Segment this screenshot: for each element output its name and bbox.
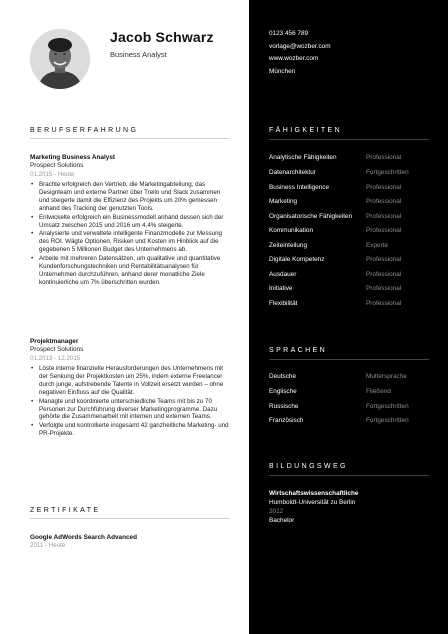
- skill-level: Professional: [366, 256, 402, 263]
- job-entry: [30, 154, 230, 288]
- section-divider: [269, 475, 429, 476]
- profile-photo: [30, 29, 90, 89]
- job-bullet: • Löste interne finanzielle Herausforderungen des Unternehmens mit der Senkung der Projektkosten um 25%, indem externe Freelancer durch junge, aufstrebende Talente in Vollzeit ersetzt wurden – ohne negativen Einfluss auf die Qualität.: [30, 365, 230, 397]
- job-company: Prospect Solutions: [30, 346, 84, 353]
- skill-name: Flexibilität: [269, 300, 298, 307]
- education-entry: [269, 489, 439, 525]
- candidate-name: Jacob Schwarz: [110, 29, 214, 45]
- skill-level: Professional: [366, 198, 402, 205]
- section-title-languages: SPRACHEN: [269, 347, 328, 354]
- skill-name: Business Intelligence: [269, 184, 330, 191]
- language-name: Französisch: [269, 417, 304, 424]
- sidebar-column: [249, 0, 448, 634]
- language-level: Fortgeschritten: [366, 403, 409, 410]
- job-company: Prospect Solutions: [30, 162, 84, 169]
- education-degree: Wirtschaftswissenschaftliche: [269, 490, 359, 497]
- job-bullet: • Verfolgte und kontrollierte insgesamt 42 ganzheitliche Marketing- und PR-Projekte.: [30, 422, 230, 438]
- section-divider: [269, 139, 429, 140]
- job-bullets: [30, 365, 230, 438]
- skill-name: Zeiteinteilung: [269, 242, 308, 249]
- language-name: Englische: [269, 388, 297, 395]
- section-divider: [30, 138, 229, 139]
- skill-level: Professional: [366, 184, 402, 191]
- language-name: Russische: [269, 403, 299, 410]
- section-title-education: BILDUNGSWEG: [269, 463, 348, 470]
- contact-city: München: [269, 67, 296, 75]
- skill-level: Professional: [366, 154, 402, 161]
- job-bullet: • Brachte erfolgreich den Vertrieb, die Marketingabteilung, das Designteam und externe Partner über Trello und Slack zusammen und steigerte damit die Effizienz des Projekts um 20% gemessen anhand des Tracking der genutzten Tools.: [30, 181, 230, 213]
- skill-level: Experte: [366, 242, 389, 249]
- certificate-entry: [30, 533, 230, 550]
- certificate-date: 2011 - Heute: [30, 542, 66, 549]
- education-level: Bachelor: [269, 517, 295, 524]
- job-bullets: [30, 181, 230, 287]
- language-name: Deutsche: [269, 373, 296, 380]
- contact-email: vorlage@wozber.com: [269, 42, 331, 50]
- section-title-experience: BERUFSERFAHRUNG: [30, 127, 139, 134]
- job-dates: 01.2015 - Heute: [30, 171, 75, 178]
- skill-level: Professional: [366, 271, 402, 278]
- skill-name: Analytische Fähigkeiten: [269, 154, 337, 161]
- certificate-name: Google AdWords Search Advanced: [30, 534, 138, 541]
- education-university: Humboldt-Universität zu Berlin: [269, 499, 356, 506]
- education-year: 2012: [269, 508, 284, 515]
- skill-name: Organisatorische Fähigkeiten: [269, 213, 353, 220]
- job-title: Projektmanager: [30, 338, 79, 345]
- job-dates: 01.2013 - 12.2015: [30, 355, 81, 362]
- job-entry: [30, 338, 230, 439]
- language-level: Fortgeschritten: [366, 417, 409, 424]
- job-bullet: • Managte und koordinierte unterschiedliche Teams mit bis zu 70 Personen zur Durchführung diverser Marketingprogramme. Dazu gehörte die Zusammenarbeit mit internen und externen Teams.: [30, 398, 230, 422]
- avatar-portrait-image: [30, 29, 90, 89]
- skill-name: Initiative: [269, 285, 293, 292]
- job-bullet: • Arbeite mit mehreren Datensätzen, um qualitative und quantitative Kundenforschungstechniken und Rentabilitätsanalysen für Unternehmen durchzuführen, anhand derer monatliche Ziele kontinuierliche um 7% überschritten wurden.: [30, 255, 230, 287]
- language-level: Fließend: [366, 388, 391, 395]
- skill-level: Professional: [366, 285, 402, 292]
- section-divider: [30, 518, 229, 519]
- contact-website: www.wozber.com: [269, 55, 319, 62]
- job-title: Marketing Business Analyst: [30, 154, 115, 161]
- skill-level: Fortgeschritten: [366, 169, 409, 176]
- skill-name: Datenarchitektur: [269, 169, 316, 176]
- candidate-role: Business Analyst: [110, 50, 167, 59]
- contact-phone: 0123 456 789: [269, 30, 309, 37]
- skill-level: Professional: [366, 300, 402, 307]
- skill-name: Ausdauer: [269, 271, 297, 278]
- job-bullet: • Analysierte und verwaltete intelligente Finanzmodelle zur Messung des ROI. Wägte Optionen, Risiken und Kosten im Hinblick auf die gegebenen 5 Millionen Budget des Unternehmens ab.: [30, 230, 230, 254]
- skill-name: Marketing: [269, 198, 298, 205]
- skill-name: Digitale Kompetenz: [269, 256, 325, 263]
- section-title-skills: FÄHIGKEITEN: [269, 127, 343, 134]
- section-divider: [269, 359, 429, 360]
- contact-block: [269, 28, 331, 78]
- section-title-certificates: ZERTIFIKATE: [30, 507, 101, 514]
- skill-level: Professional: [366, 213, 402, 220]
- job-bullet: • Entwickelte erfolgreich ein Businessmodell anhand dessen sich der Umsatz zwischen 2015 und 2016 um 4,4% steigerte.: [30, 214, 230, 230]
- language-level: Muttersprache: [366, 373, 407, 380]
- skill-name: Kommunikation: [269, 227, 314, 234]
- skill-level: Professional: [366, 227, 402, 234]
